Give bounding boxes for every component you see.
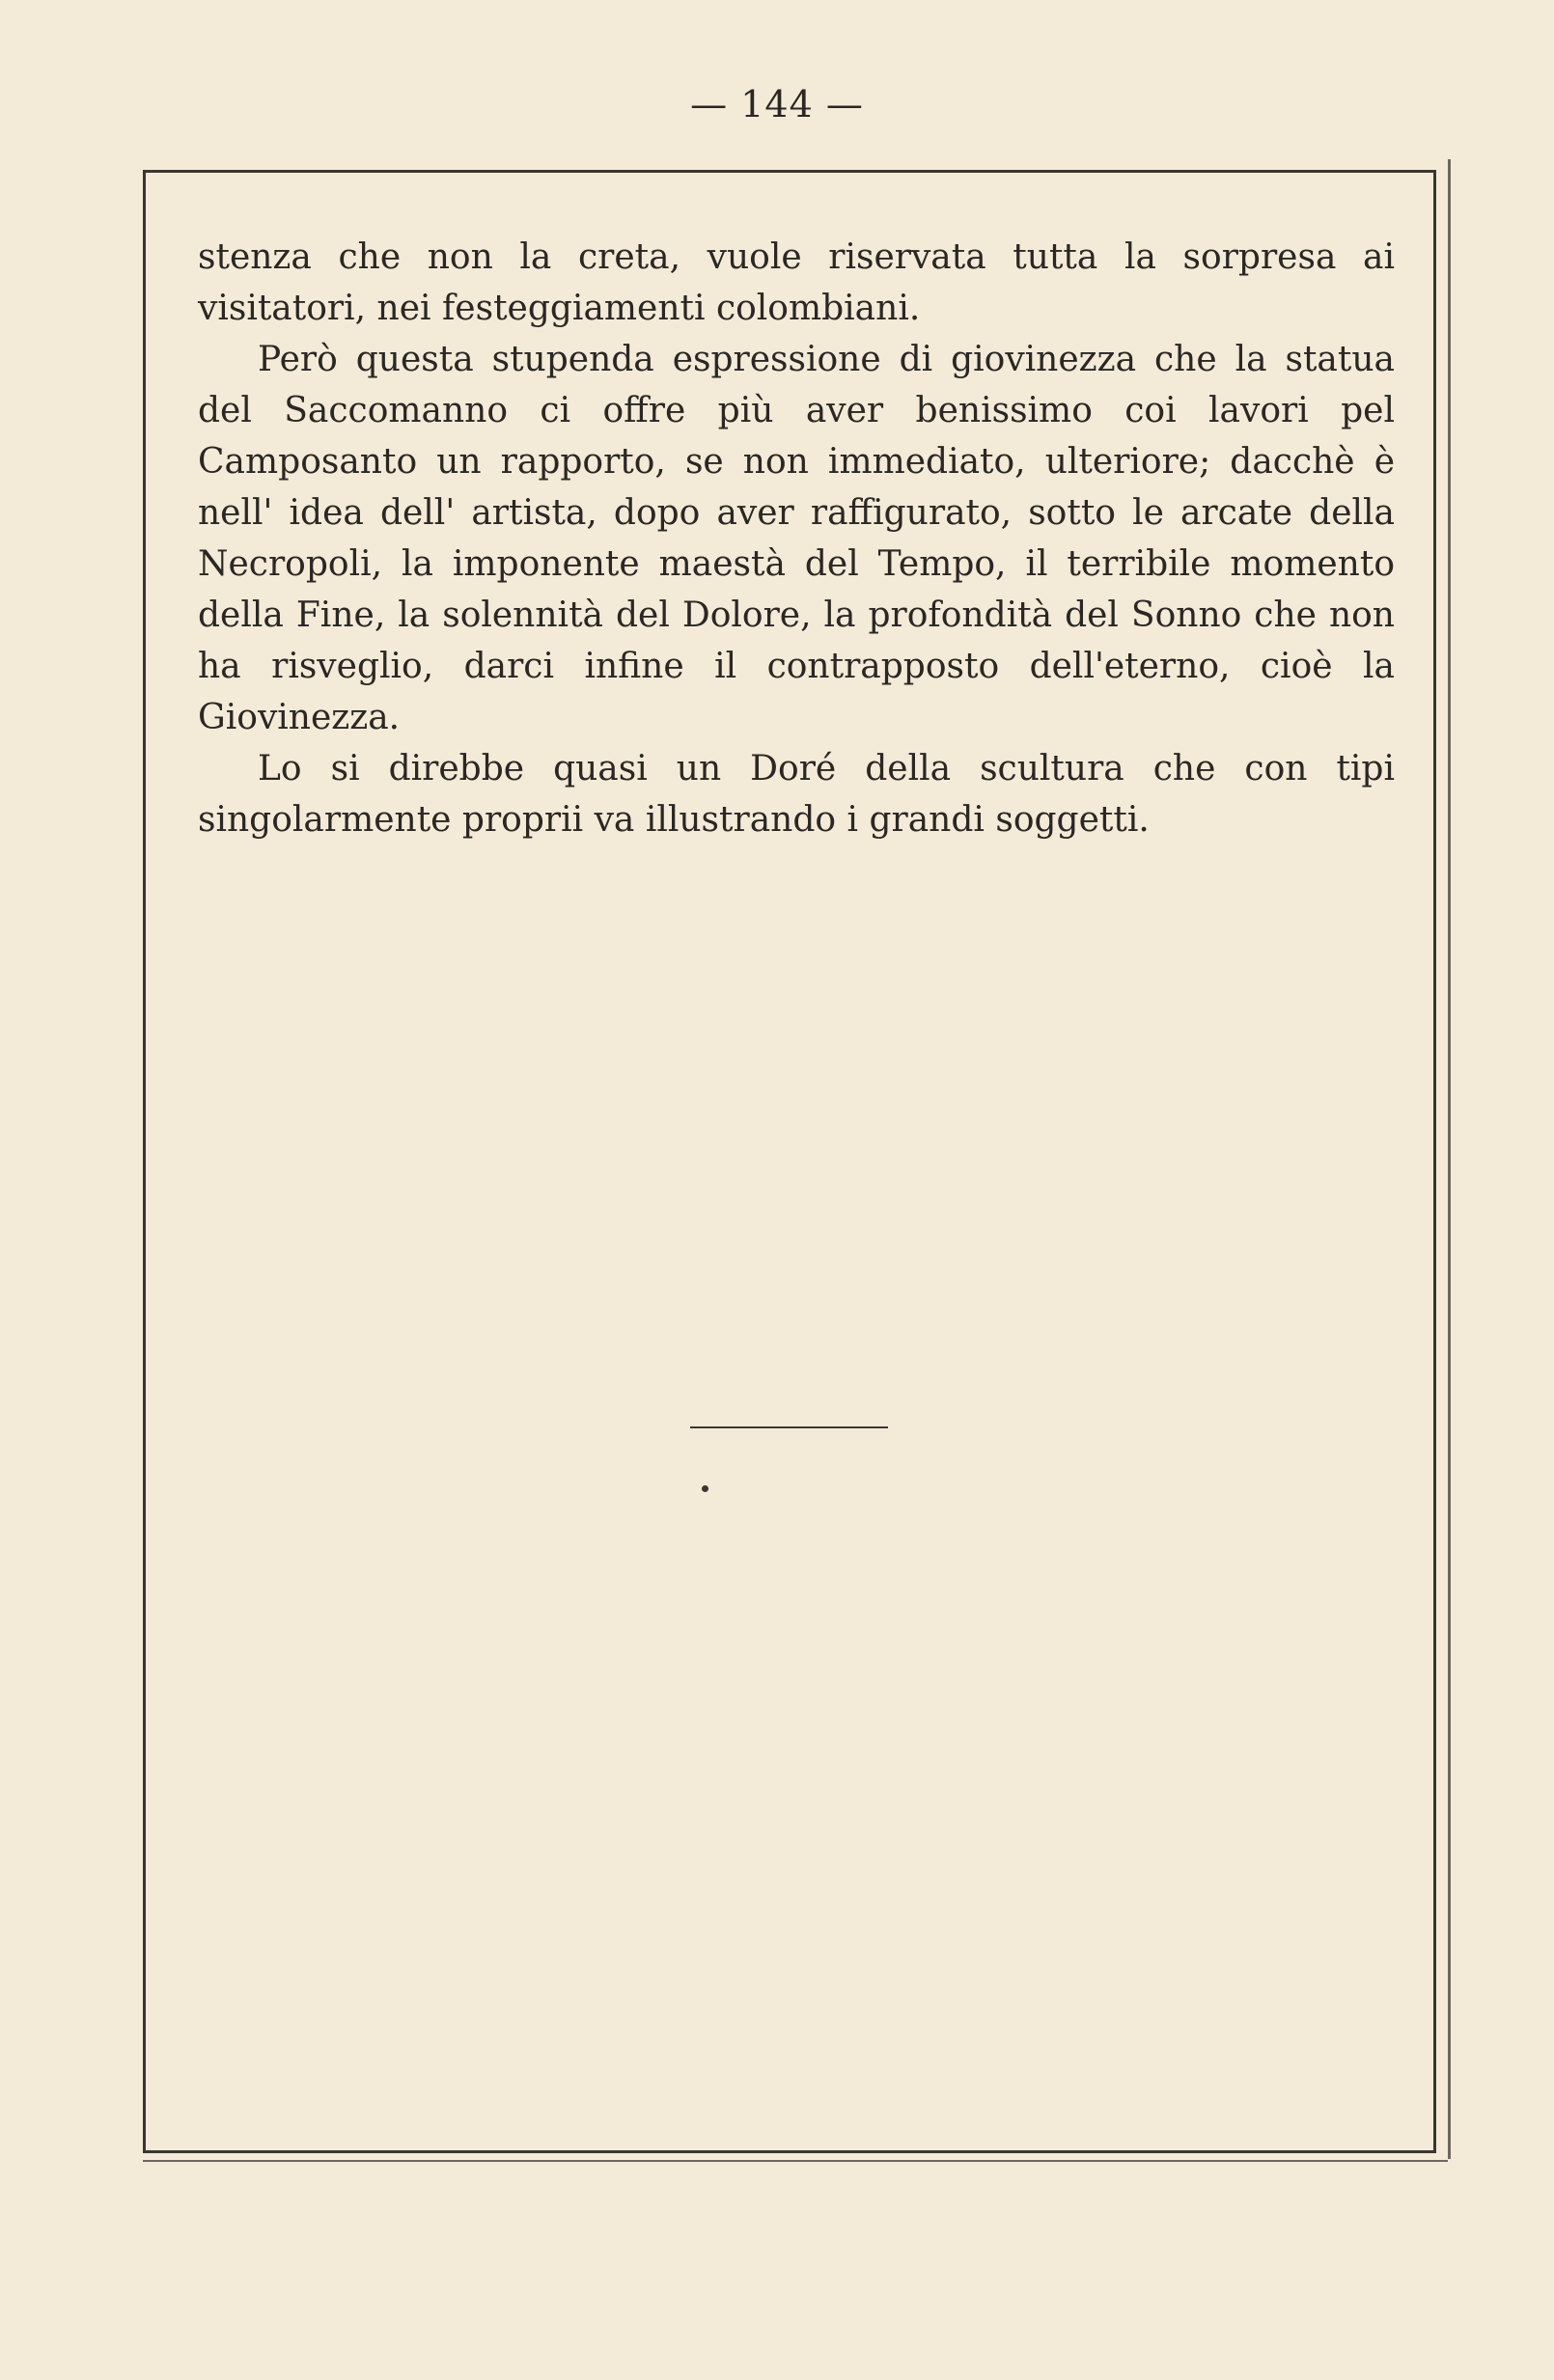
paragraph-continuation: stenza che non la creta, vuole riservata tutta la sorpresa ai visitatori, nei festeggiamenti colombiani. bbox=[198, 237, 1395, 328]
frame-bottom-edge bbox=[143, 2160, 1448, 2162]
paragraph: Però questa stupenda espressione di giovinezza che la statua del Saccomanno ci offre più aver benissimo coi lavori pel Camposanto un rapporto, se non immediato, ulteriore; dacchè è nell' idea dell' artista, dopo aver raffigurato, sotto le arcate della Necropoli, la imponente maestà del Tempo, il terribile momento della Fine, la solennità del Dolore, la profondità del Sonno che non ha risveglio, darci infine il contrapposto dell'eterno, cioè la Giovinezza. bbox=[198, 340, 1395, 737]
frame-right-edge bbox=[1448, 159, 1451, 2159]
page-number: — 144 — bbox=[690, 83, 864, 125]
body-text bbox=[198, 232, 1395, 845]
paragraph: Lo si direbbe quasi un Doré della scultura che con tipi singolarmente proprii va illustrando i grandi soggetti. bbox=[198, 749, 1395, 840]
ornament-dot bbox=[702, 1485, 708, 1492]
section-separator bbox=[690, 1426, 888, 1428]
